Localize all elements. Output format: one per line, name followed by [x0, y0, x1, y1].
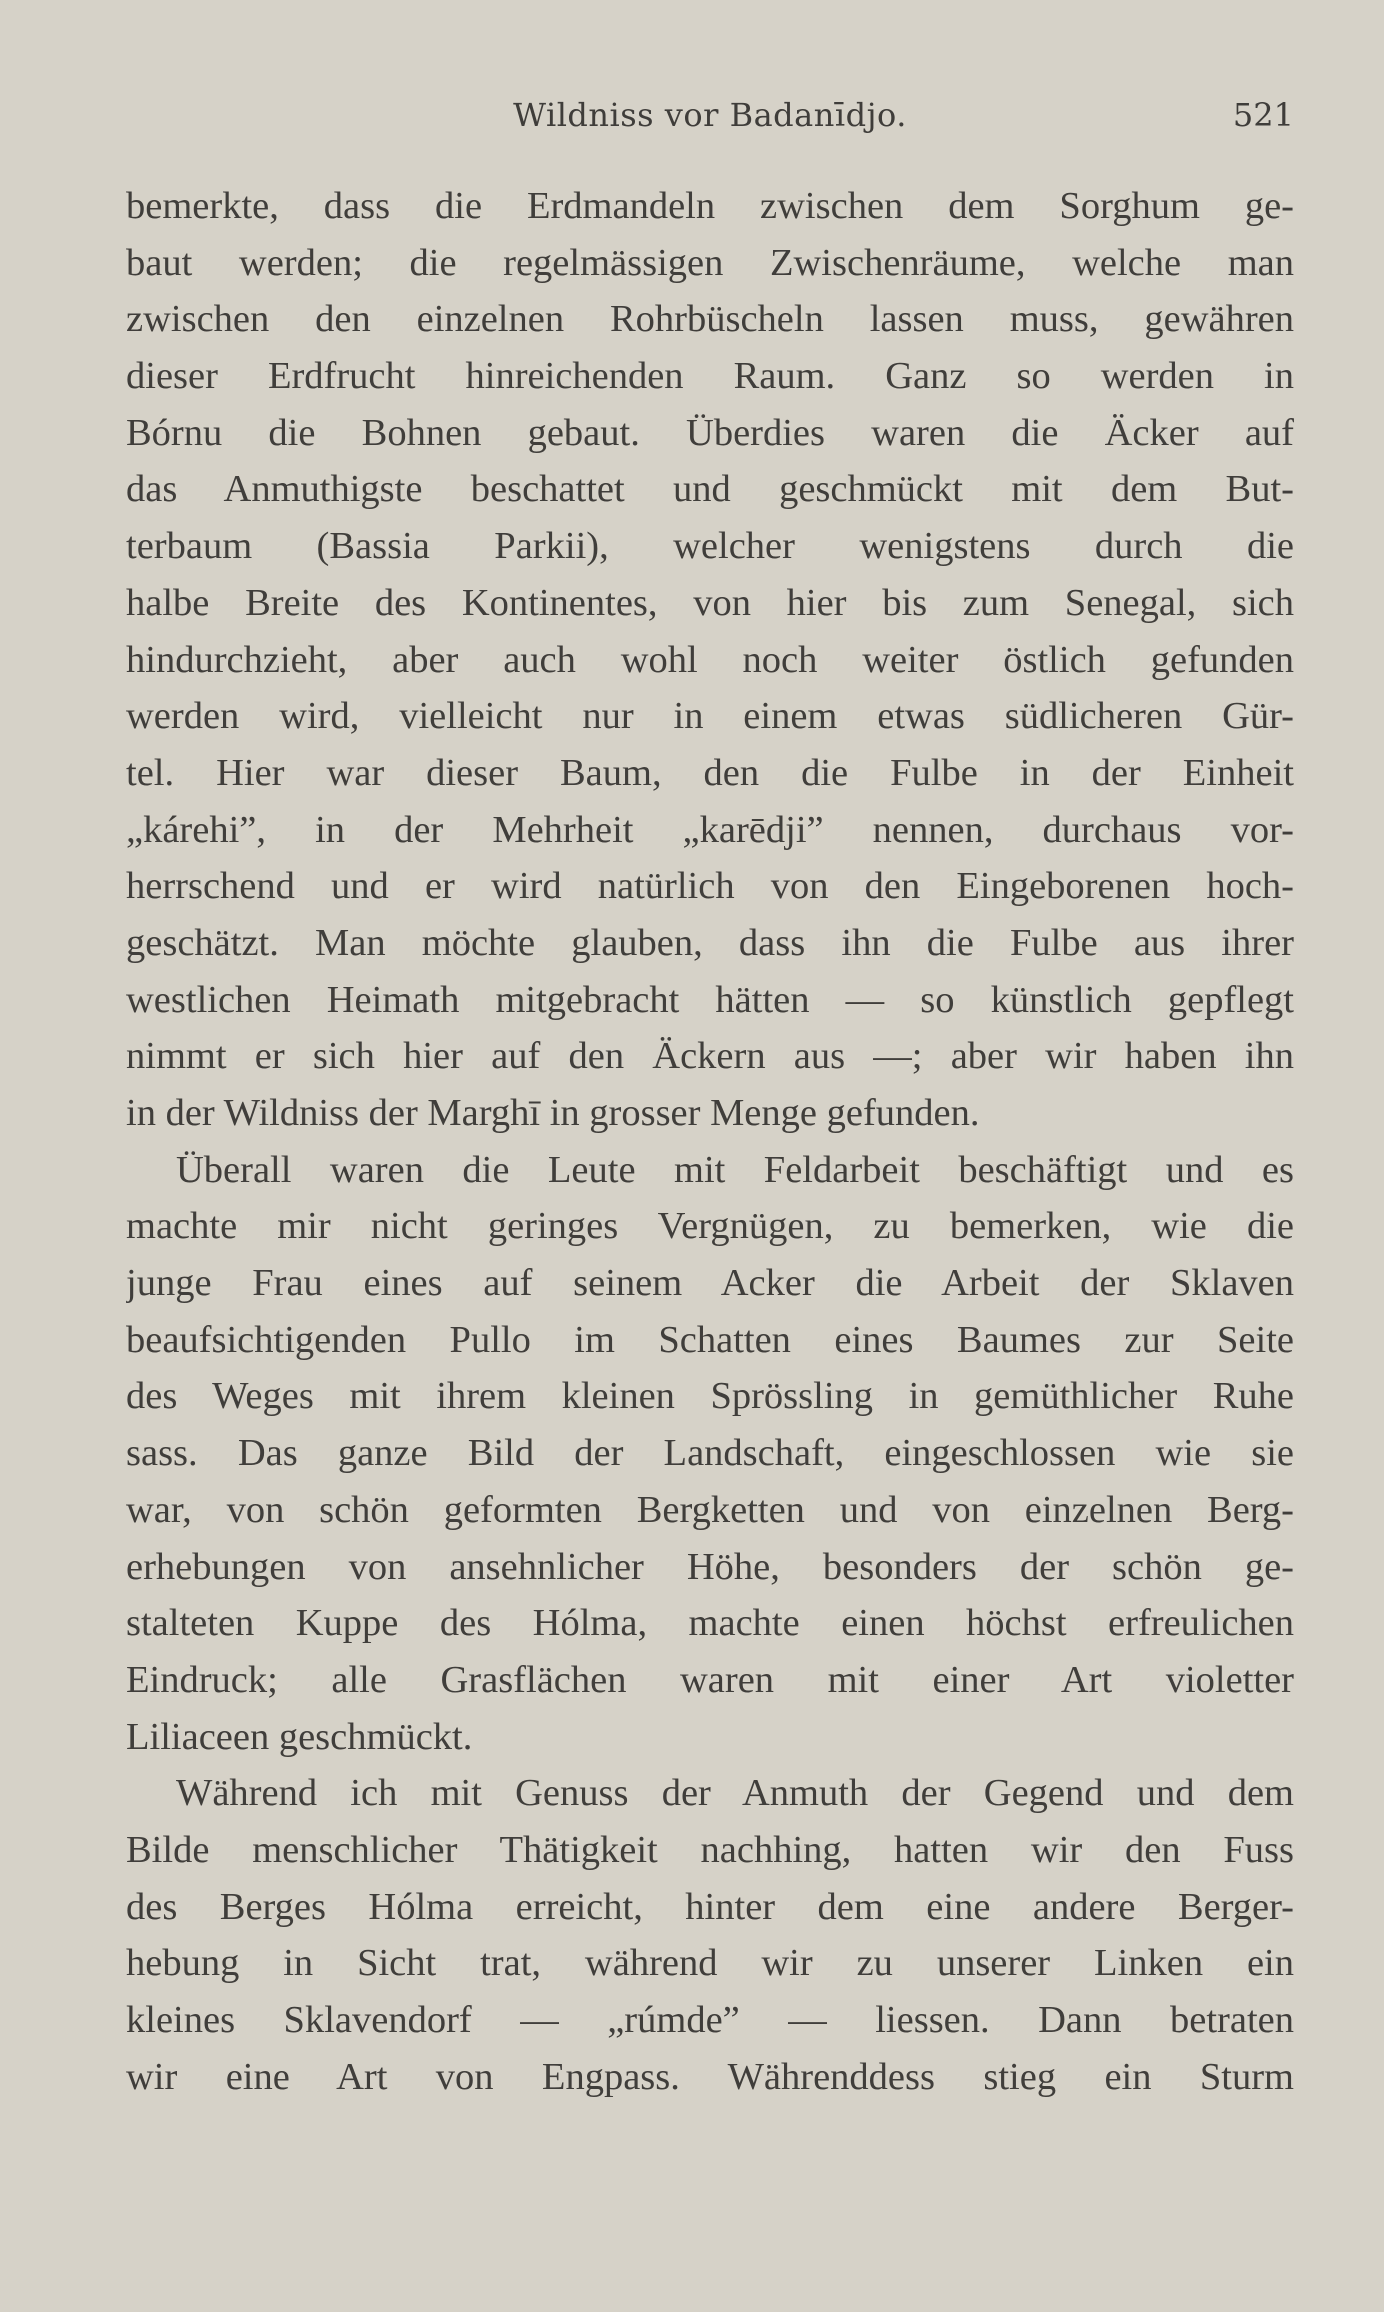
text-line: hebung in Sicht trat, während wir zu unserer Linken ein	[126, 1942, 1294, 1985]
text-line: des Weges mit ihrem kleinen Sprössling in gemüthlicher Ruhe	[126, 1375, 1294, 1418]
text-line: junge Frau eines auf seinem Acker die Arbeit der Sklaven	[126, 1262, 1294, 1305]
text-line: nimmt er sich hier auf den Äckern aus —; aber wir haben ihn	[126, 1035, 1294, 1078]
text-line: tel. Hier war dieser Baum, den die Fulbe in der Einheit	[126, 751, 1294, 794]
paragraph-3	[126, 1765, 1294, 2105]
page-header	[126, 96, 1294, 146]
text-line: baut werden; die regelmässigen Zwischenräume, welche man	[126, 241, 1294, 284]
text-line: geschätzt. Man möchte glauben, dass ihn die Fulbe aus ihrer	[126, 921, 1294, 964]
text-line: bemerkte, dass die Erdmandeln zwischen dem Sorghum ge-	[126, 185, 1294, 227]
text-line: Während ich mit Genuss der Anmuth der Gegend und dem	[176, 1772, 1294, 1815]
text-line: machte mir nicht geringes Vergnügen, zu bemerken, wie die	[126, 1205, 1294, 1248]
text-line: das Anmuthigste beschattet und geschmückt mit dem But-	[126, 468, 1294, 511]
body-text	[126, 178, 1294, 2105]
text-line: hindurchzieht, aber auch wohl noch weiter östlich gefunden	[126, 638, 1294, 681]
text-line: Bórnu die Bohnen gebaut. Überdies waren die Äcker auf	[126, 411, 1294, 454]
text-line: stalteten Kuppe des Hólma, machte einen höchst erfreulichen	[126, 1602, 1294, 1645]
page-number: 521	[1232, 96, 1294, 134]
text-line: halbe Breite des Kontinentes, von hier bis zum Senegal, sich	[126, 581, 1294, 624]
text-line: erhebungen von ansehnlicher Höhe, besonders der schön ge-	[126, 1545, 1294, 1588]
text-line: werden wird, vielleicht nur in einem etwas südlicheren Gür-	[126, 695, 1294, 738]
text-line: „kárehi”, in der Mehrheit „karēdji” nennen, durchaus vor-	[126, 808, 1294, 851]
running-title: Wildniss vor Badanīdjo.	[513, 96, 907, 134]
text-line: Eindruck; alle Grasflächen waren mit einer Art violetter	[126, 1658, 1294, 1701]
paragraph-2	[126, 1142, 1294, 1766]
text-line: Liliaceen geschmückt.	[126, 1715, 473, 1758]
text-line: zwischen den einzelnen Rohrbüscheln lassen muss, gewähren	[126, 298, 1294, 341]
text-line: sass. Das ganze Bild der Landschaft, eingeschlossen wie sie	[126, 1432, 1294, 1475]
text-line: herrschend und er wird natürlich von den Eingeborenen hoch-	[126, 865, 1294, 908]
text-line: war, von schön geformten Bergketten und von einzelnen Berg-	[126, 1488, 1294, 1531]
text-line: wir eine Art von Engpass. Währenddess stieg ein Sturm	[126, 2055, 1294, 2098]
paragraph-1	[126, 178, 1294, 1142]
text-line: des Berges Hólma erreicht, hinter dem eine andere Berger-	[126, 1885, 1294, 1928]
text-line: kleines Sklavendorf — „rúmde” — liessen. Dann betraten	[126, 1999, 1294, 2041]
text-line: dieser Erdfrucht hinreichenden Raum. Ganz so werden in	[126, 355, 1294, 398]
text-line: beaufsichtigenden Pullo im Schatten eines Baumes zur Seite	[126, 1318, 1294, 1361]
text-line: terbaum (Bassia Parkii), welcher wenigstens durch die	[126, 525, 1294, 568]
text-line: Bilde menschlicher Thätigkeit nachhing, hatten wir den Fuss	[126, 1828, 1294, 1871]
text-line: in der Wildniss der Marghī in grosser Menge gefunden.	[126, 1092, 980, 1134]
text-line: Überall waren die Leute mit Feldarbeit beschäftigt und es	[176, 1148, 1294, 1191]
text-line: westlichen Heimath mitgebracht hätten — so künstlich gepflegt	[126, 978, 1294, 1021]
